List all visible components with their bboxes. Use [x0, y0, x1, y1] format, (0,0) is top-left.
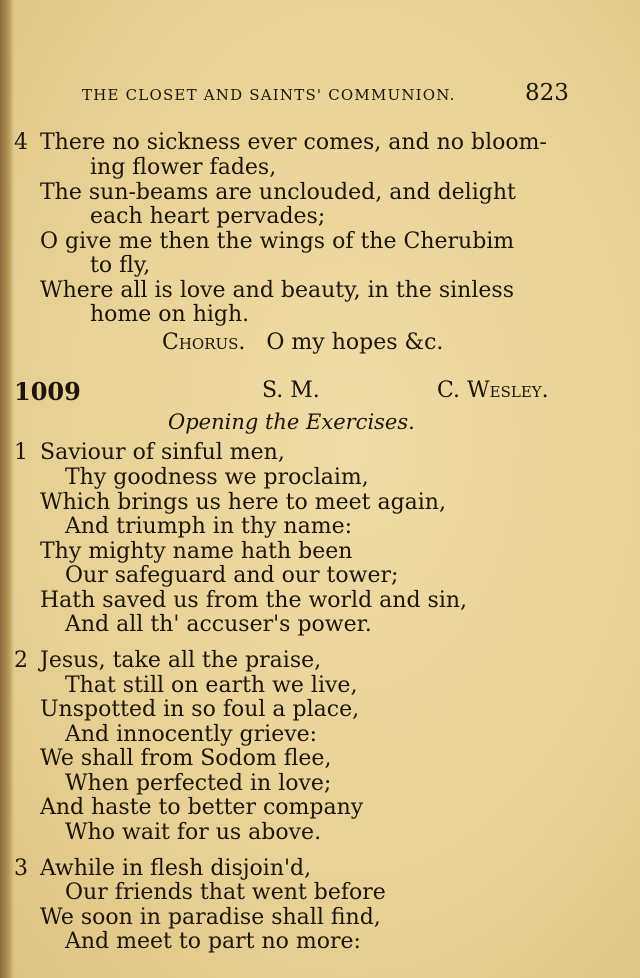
verse-line: ing flower fades, [90, 155, 277, 180]
stanza-number: 4 [14, 130, 28, 155]
book-spine-shadow [0, 0, 14, 978]
verse-line: Hath saved us from the world and sin, [40, 588, 468, 613]
page-header [0, 80, 640, 110]
verse-line: And haste to better company [40, 795, 364, 820]
verse-line: And all th' accuser's power. [65, 612, 372, 637]
verse-line: Unspotted in so foul a place, [40, 697, 360, 722]
running-title: THE CLOSET AND SAINTS' COMMUNION. [82, 86, 456, 104]
verse-line: And meet to part no more: [65, 929, 361, 954]
chorus-text: O my hopes &c. [266, 330, 444, 355]
stanza-number: 2 [14, 648, 28, 673]
verse-line: Thy goodness we proclaim, [65, 465, 369, 490]
verse-line: Where all is love and beauty, in the sinless [40, 278, 514, 303]
verse-line: And triumph in thy name: [65, 514, 353, 539]
chorus-label: Chorus. [162, 330, 246, 355]
chorus-line [162, 330, 443, 355]
stanza-number: 1 [14, 440, 28, 465]
page-number: 823 [525, 80, 569, 106]
hymn-author: C. Wesley. [437, 378, 549, 403]
verse-line: We soon in paradise shall find, [40, 905, 381, 930]
hymn-meter: S. M. [262, 378, 320, 403]
verse-line: And innocently grieve: [65, 722, 318, 747]
verse-line: That still on earth we live, [65, 673, 358, 698]
verse-line: Jesus, take all the praise, [40, 648, 322, 673]
stanza-number: 3 [14, 856, 28, 881]
hymn-title: Opening the Exercises. [168, 410, 415, 434]
verse-line: Who wait for us above. [65, 820, 322, 845]
verse-line: We shall from Sodom flee, [40, 746, 332, 771]
verse-line: home on high. [90, 302, 250, 327]
verse-line: each heart pervades; [90, 204, 326, 229]
verse-line: Thy mighty name hath been [40, 539, 353, 564]
verse-line: The sun-beams are unclouded, and delight [40, 180, 516, 205]
verse-line: When perfected in love; [65, 771, 332, 796]
verse-line: There no sickness ever comes, and no bloom- [40, 130, 547, 155]
hymn-number: 1009 [14, 377, 81, 406]
verse-line: Which brings us here to meet again, [40, 490, 446, 515]
verse-line: Our friends that went before [65, 880, 386, 905]
verse-line: Our safeguard and our tower; [65, 563, 399, 588]
verse-line: to fly, [90, 253, 151, 278]
verse-line: Awhile in flesh disjoin'd, [40, 856, 312, 881]
verse-line: O give me then the wings of the Cherubim [40, 229, 515, 254]
verse-line: Saviour of sinful men, [40, 440, 285, 465]
